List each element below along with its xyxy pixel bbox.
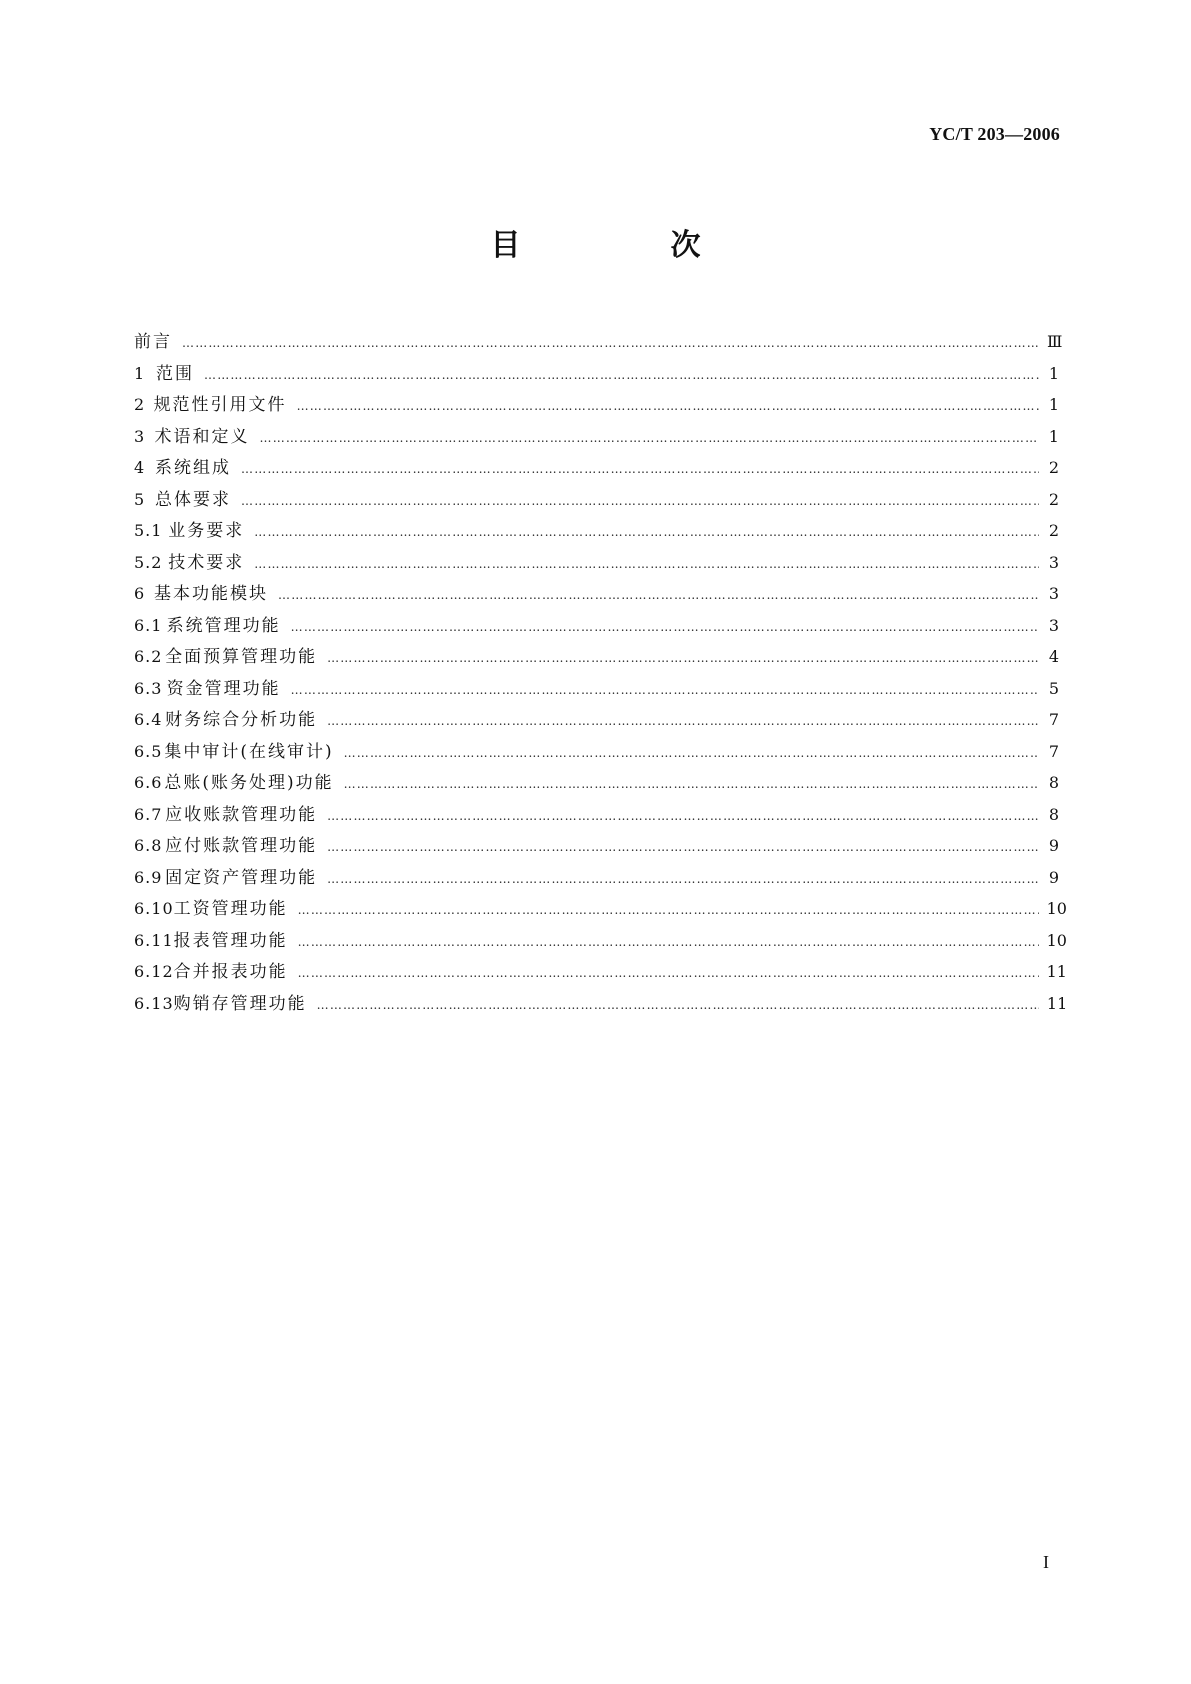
toc-entry-6-7[interactable] <box>134 799 1059 831</box>
toc-entry-page: 4 <box>1048 647 1059 666</box>
dot-leader <box>344 769 1039 801</box>
toc-entry-title: 集中审计(在线审计) <box>164 741 334 762</box>
toc-entry-page: 1 <box>1048 426 1059 446</box>
toc-entry-page: 2 <box>1048 521 1059 540</box>
dot-leader <box>291 675 1039 707</box>
dot-leader <box>327 864 1039 896</box>
toc-entry-page: 11 <box>1046 962 1067 981</box>
toc-entry-5-2[interactable] <box>134 547 1059 579</box>
toc-entry-title: 财务综合分析功能 <box>165 710 318 730</box>
standard-code: YC/T 203—2006 <box>929 124 1060 144</box>
dot-leader <box>260 423 1039 455</box>
dot-leader <box>241 486 1039 518</box>
dot-leader <box>182 328 1039 360</box>
dot-leader <box>298 895 1039 927</box>
toc-entry-number: 6.5 <box>134 741 163 761</box>
dot-leader <box>204 360 1039 392</box>
toc-entry-1[interactable] <box>134 358 1059 390</box>
toc-entry-title: 报表管理功能 <box>173 930 288 951</box>
toc-entry-number: 6.12 <box>134 962 174 981</box>
page-number: I <box>1043 1552 1049 1572</box>
toc-entry-2[interactable] <box>134 389 1059 421</box>
toc-entry-page: 3 <box>1048 615 1059 635</box>
toc-entry-page: 10 <box>1046 930 1067 950</box>
dot-leader <box>327 832 1039 864</box>
toc-entry-6-1[interactable] <box>134 610 1059 642</box>
toc-entry-page: 9 <box>1048 867 1059 887</box>
dot-leader <box>317 990 1039 1022</box>
dot-leader <box>327 706 1039 738</box>
toc-entry-number: 6.3 <box>134 678 163 698</box>
toc-entry-number: 6.11 <box>134 930 174 950</box>
toc-entry-title: 资金管理功能 <box>166 678 281 699</box>
toc-entry-title: 全面预算管理功能 <box>165 647 318 667</box>
toc-entry-title: 系统管理功能 <box>166 615 281 636</box>
toc-entry-page: 7 <box>1048 710 1059 729</box>
toc-entry-6[interactable] <box>134 578 1059 610</box>
toc-entry-page: 1 <box>1048 363 1059 383</box>
toc-entry-page: 1 <box>1048 395 1059 414</box>
toc-entry-title: 应收账款管理功能 <box>165 804 318 825</box>
toc-entry-title: 总账(账务处理)功能 <box>164 773 334 793</box>
toc-entry-number: 6.6 <box>134 773 163 792</box>
table-of-contents <box>134 326 1068 1019</box>
toc-entry-6-9[interactable] <box>134 862 1059 894</box>
toc-entry-title: 范围 <box>156 363 194 384</box>
dot-leader <box>327 801 1039 833</box>
dot-leader <box>297 391 1039 423</box>
dot-leader <box>327 643 1039 675</box>
toc-entry-title: 购销存管理功能 <box>173 993 307 1014</box>
toc-entry-page: 11 <box>1046 993 1068 1013</box>
toc-entry-6-6[interactable] <box>134 767 1059 799</box>
toc-entry-page: 9 <box>1048 836 1059 855</box>
toc-entry-number: 6.1 <box>134 615 163 635</box>
toc-entry-number: 6.2 <box>134 647 163 666</box>
toc-entry-number: 1 <box>134 363 146 383</box>
page-title: 目 次 <box>490 228 761 263</box>
toc-entry-5[interactable] <box>134 484 1059 516</box>
toc-entry-6-11[interactable] <box>134 925 1067 957</box>
toc-entry-title: 固定资产管理功能 <box>165 867 318 888</box>
toc-entry-page: 7 <box>1048 741 1059 761</box>
toc-entry-title: 业务要求 <box>168 521 245 541</box>
toc-entry-title: 前言 <box>134 332 172 352</box>
toc-entry-6-2[interactable] <box>134 641 1059 673</box>
toc-entry-page: 2 <box>1048 458 1059 477</box>
toc-entry-title: 应付账款管理功能 <box>165 836 318 856</box>
toc-entry-6-10[interactable] <box>134 893 1067 925</box>
toc-entry-6-12[interactable] <box>134 956 1067 988</box>
toc-entry-page: 3 <box>1048 552 1059 572</box>
toc-entry-title: 技术要求 <box>168 552 245 573</box>
toc-entry-number: 6 <box>134 584 146 603</box>
toc-entry-title: 基本功能模块 <box>154 584 269 604</box>
toc-entry-4[interactable] <box>134 452 1059 484</box>
toc-entry-foreword[interactable] <box>134 326 1063 358</box>
toc-entry-title: 术语和定义 <box>154 426 250 447</box>
toc-entry-3[interactable] <box>134 421 1059 453</box>
toc-entry-5-1[interactable] <box>134 515 1059 547</box>
toc-entry-number: 2 <box>134 395 146 414</box>
toc-entry-6-5[interactable] <box>134 736 1059 768</box>
toc-entry-page: 2 <box>1048 489 1059 509</box>
toc-entry-6-13[interactable] <box>134 988 1068 1020</box>
dot-leader <box>298 958 1039 990</box>
toc-entry-page: Ⅲ <box>1047 332 1063 351</box>
toc-entry-title: 系统组成 <box>155 458 232 478</box>
toc-entry-number: 6.9 <box>134 867 163 887</box>
toc-entry-number: 6.13 <box>134 993 174 1013</box>
dot-leader <box>278 580 1039 612</box>
dot-leader <box>254 517 1039 549</box>
toc-entry-number: 4 <box>134 458 146 477</box>
toc-entry-number: 6.8 <box>134 836 163 855</box>
toc-entry-page: 5 <box>1048 678 1059 698</box>
toc-entry-page: 8 <box>1048 773 1059 792</box>
toc-entry-6-4[interactable] <box>134 704 1059 736</box>
toc-entry-title: 合并报表功能 <box>173 962 288 982</box>
dot-leader <box>254 549 1039 581</box>
toc-entry-number: 6.7 <box>134 804 163 824</box>
toc-entry-page: 3 <box>1048 584 1059 603</box>
toc-entry-6-3[interactable] <box>134 673 1059 705</box>
toc-entry-title: 工资管理功能 <box>173 899 288 919</box>
toc-entry-6-8[interactable] <box>134 830 1059 862</box>
toc-entry-page: 10 <box>1046 899 1067 918</box>
dot-leader <box>298 927 1039 959</box>
toc-entry-number: 5 <box>134 489 146 509</box>
toc-entry-number: 5.1 <box>134 521 163 540</box>
toc-entry-number: 3 <box>134 426 146 446</box>
toc-entry-number: 5.2 <box>134 552 163 572</box>
toc-entry-number: 6.4 <box>134 710 163 729</box>
dot-leader <box>291 612 1039 644</box>
dot-leader <box>344 738 1039 770</box>
toc-entry-number: 6.10 <box>134 899 174 918</box>
toc-entry-title: 总体要求 <box>155 489 232 510</box>
toc-entry-title: 规范性引用文件 <box>153 395 287 415</box>
dot-leader <box>241 454 1039 486</box>
toc-entry-page: 8 <box>1048 804 1059 824</box>
